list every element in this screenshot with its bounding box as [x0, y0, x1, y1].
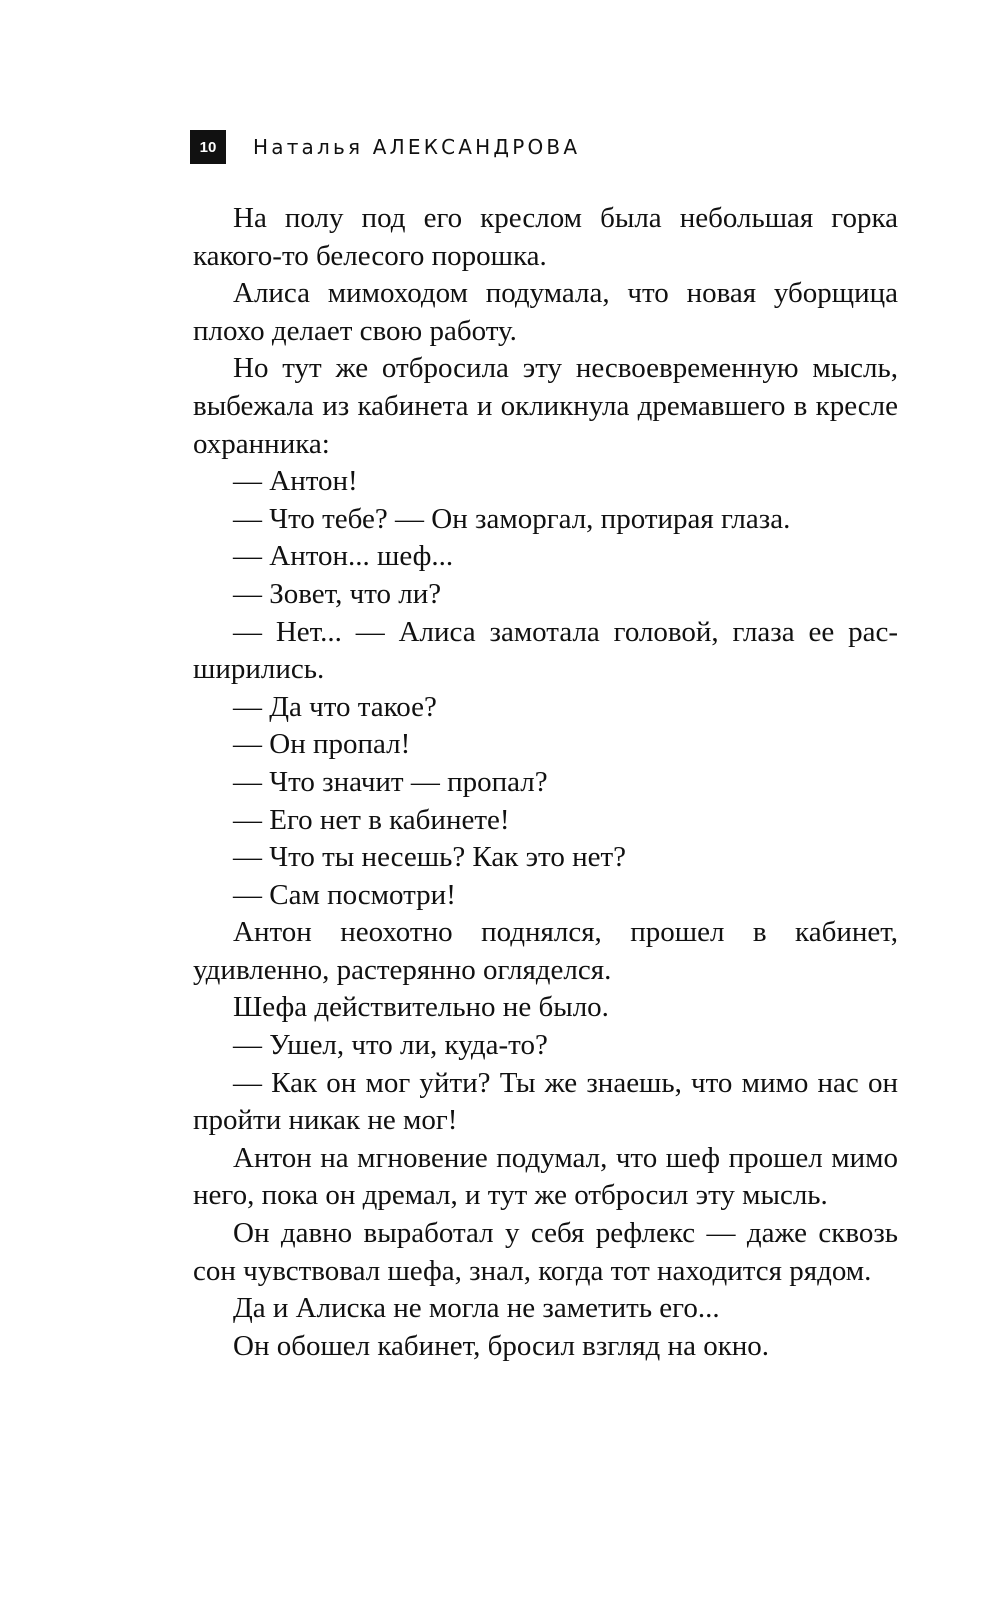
- paragraph: — Сам посмотри!: [233, 878, 456, 911]
- paragraph: Да и Алиска не могла не заметить его...: [233, 1292, 720, 1325]
- paragraph: — Что ты несешь? Как это нет?: [233, 841, 627, 874]
- paragraph: — Да что такое?: [233, 690, 437, 723]
- paragraph: Он давно выработал у себя рефлекс — даже сквозь сон чувствовал шефа, знал, когда тот находится рядом.: [193, 1217, 898, 1287]
- paragraph: Антон на мгновение подумал, что шеф прошел мимо него, пока он дремал, и тут же отбросил эту мысль.: [193, 1141, 898, 1212]
- paragraph: — Что тебе? — Он заморгал, протирая глаза.: [233, 502, 791, 535]
- body-text: [193, 200, 898, 1365]
- page-number: 10: [190, 130, 226, 164]
- paragraph: — Что значит — пропал?: [233, 765, 548, 798]
- paragraph: — Как он мог уйти? Ты же знаешь, что мимо нас он пройти никак не мог!: [193, 1066, 898, 1137]
- paragraph: Антон неохотно поднялся, прошел в кабинет, удивленно, растерянно огляделся.: [193, 916, 898, 986]
- running-head-author: Наталья АЛЕКСАНДРОВА: [253, 135, 581, 159]
- paragraph: — Антон... шеф...: [233, 540, 454, 573]
- paragraph: Алиса мимоходом подумала, что новая уборщица плохо делает свою работу.: [193, 277, 898, 347]
- paragraph: — Нет... — Алиса замотала головой, глаза ее расширились.: [193, 615, 898, 686]
- paragraph: На полу под его креслом была небольшая горка какого-то белесого порошка.: [193, 202, 898, 272]
- paragraph: — Его нет в кабинете!: [233, 803, 510, 836]
- page-header: [190, 130, 580, 164]
- paragraph: Он обошел кабинет, бросил взгляд на окно.: [233, 1329, 770, 1362]
- paragraph: Но тут же отбросила эту несвоевременную мысль, выбежала из кабинета и окликнула дремавшего в кресле охранника:: [193, 352, 898, 460]
- paragraph: — Антон!: [233, 465, 358, 498]
- paragraph: — Зовет, что ли?: [233, 577, 442, 610]
- paragraph: Шефа действительно не было.: [233, 991, 609, 1024]
- paragraph: — Он пропал!: [233, 728, 411, 761]
- paragraph: — Ушел, что ли, куда-то?: [233, 1029, 548, 1062]
